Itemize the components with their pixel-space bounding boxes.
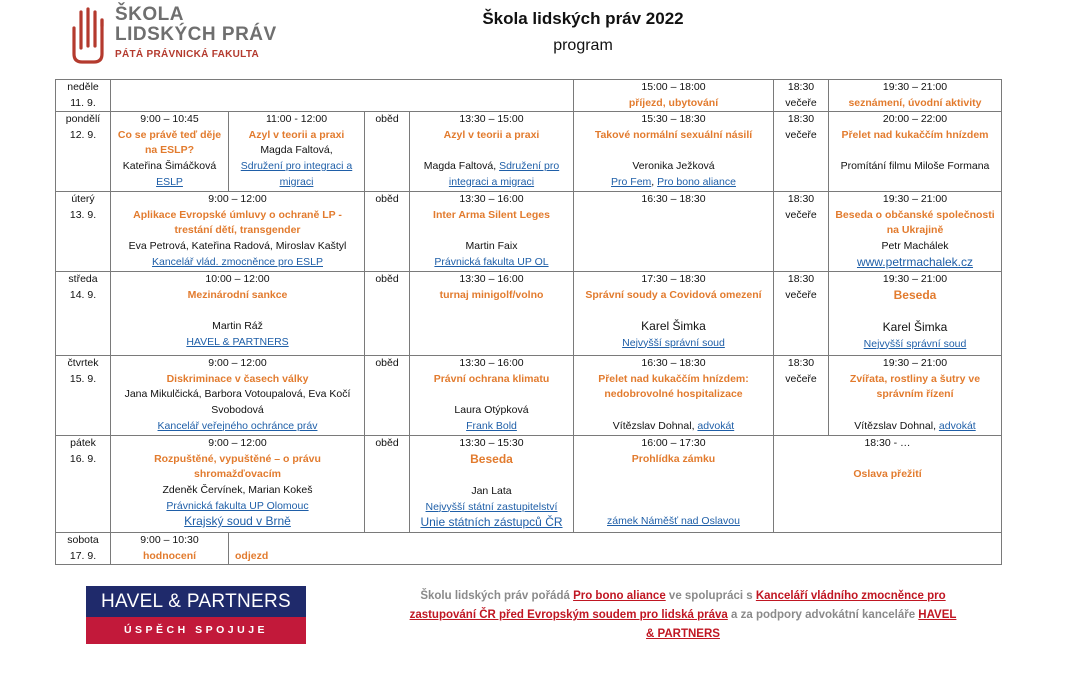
speaker: Jana Mikulčická, Barbora Votoupalová, Eva Kočí Svobodová xyxy=(124,388,351,416)
session-title: Prohlídka zámku xyxy=(631,452,716,465)
dinner-time: 18:30 xyxy=(787,193,815,206)
speaker: Veronika Ježková xyxy=(632,159,715,172)
session-time: 9:00 – 12:00 xyxy=(208,357,267,370)
session-title: Beseda xyxy=(893,287,937,302)
session-cell xyxy=(574,80,774,112)
session-time: 17:30 – 18:30 xyxy=(641,273,706,286)
session-cell xyxy=(410,436,574,533)
dinner-cell xyxy=(774,192,829,272)
lunch-label: oběd xyxy=(375,113,399,126)
day-date: 13. 9. xyxy=(69,208,97,221)
session-title: Přelet nad kukaččím hnízdem xyxy=(841,128,989,141)
website-link[interactable]: www.petrmachalek.cz xyxy=(856,254,974,269)
dinner-time: 18:30 xyxy=(787,81,815,93)
day-date: 11. 9. xyxy=(70,96,96,109)
footer-text: Školu lidských práv pořádá xyxy=(420,590,574,602)
session-cell xyxy=(410,112,574,192)
session-time: 15:00 – 18:00 xyxy=(641,81,706,93)
org-link[interactable]: Sdružení pro integraci a migraci xyxy=(240,159,353,188)
session-title: Mezinárodní sankce xyxy=(187,288,288,301)
dinner-time: 18:30 xyxy=(787,357,815,370)
day-date: 14. 9. xyxy=(69,288,97,301)
session-title: Právní ochrana klimatu xyxy=(433,372,550,385)
dinner-label: večeře xyxy=(785,288,817,301)
session-time: 9:00 – 12:00 xyxy=(208,437,267,450)
session-time: 15:30 – 18:30 xyxy=(641,113,706,126)
session-cell xyxy=(111,533,229,565)
day-date: 17. 9. xyxy=(69,549,97,562)
dinner-cell xyxy=(774,112,829,192)
day-name: neděle xyxy=(67,81,99,93)
session-cell xyxy=(229,112,365,192)
day-name: pátek xyxy=(70,437,96,450)
lunch-label: oběd xyxy=(375,273,399,286)
org-link[interactable]: Nejvyšší správní soud xyxy=(622,336,725,349)
session-time: 19:30 – 21:00 xyxy=(882,81,948,93)
session-title: turnaj minigolf/volno xyxy=(439,288,544,301)
session-time: 13:30 – 15:30 xyxy=(459,437,524,450)
day-cell xyxy=(56,192,111,272)
org-link[interactable]: advokát xyxy=(697,419,735,432)
org-link[interactable]: Kancelář vlád. zmocněnce pro ESLP xyxy=(151,255,323,268)
day-cell xyxy=(56,80,111,112)
page-title: Škola lidských práv 2022 xyxy=(482,9,684,28)
dinner-cell xyxy=(774,272,829,356)
session-cell xyxy=(111,192,365,272)
dinner-label: večeře xyxy=(785,372,817,385)
session-time: 9:00 – 12:00 xyxy=(208,193,267,206)
row-friday xyxy=(56,436,1002,533)
row-sunday xyxy=(56,80,1002,112)
org-link[interactable]: Sdružení pro integraci a migraci xyxy=(448,159,560,188)
speaker: Zdeněk Červínek, Marian Kokeš xyxy=(162,483,313,496)
speaker: Eva Petrová, Kateřina Radová, Miroslav Kaštyl xyxy=(128,239,347,252)
session-cell xyxy=(829,112,1002,192)
session-cell xyxy=(574,272,774,356)
sponsor-tagline: ÚSPĚCH SPOJUJE xyxy=(86,617,306,644)
dinner-time: 18:30 xyxy=(787,113,815,126)
org-link[interactable]: zámek Náměšť nad Oslavou xyxy=(607,515,740,528)
day-name: pondělí xyxy=(65,113,101,126)
lunch-cell xyxy=(365,436,410,533)
session-time: 9:00 – 10:30 xyxy=(140,534,199,547)
empty-cell xyxy=(111,80,574,112)
row-wednesday xyxy=(56,272,1002,356)
lunch-cell xyxy=(365,192,410,272)
speaker: Petr Machálek xyxy=(881,239,949,252)
org-link[interactable]: Frank Bold xyxy=(466,419,517,432)
logo-line-3: PÁTÁ PRÁVNICKÁ FAKULTA xyxy=(115,49,260,60)
footer-link[interactable]: Pro bono aliance xyxy=(573,590,666,602)
session-cell xyxy=(829,80,1002,112)
session-cell xyxy=(111,356,365,436)
session-title: Takové normální sexuální násilí xyxy=(594,128,753,141)
session-time: 19:30 – 21:00 xyxy=(882,273,948,286)
org-link[interactable]: HAVEL & PARTNERS xyxy=(186,335,289,348)
day-date: 15. 9. xyxy=(69,372,97,385)
session-title: hodnocení xyxy=(142,549,197,562)
session-time: 10:00 – 12:00 xyxy=(205,273,270,286)
session-title: Diskriminace v časech války xyxy=(166,372,309,385)
org-link[interactable]: Nejvyšší státní zastupitelství xyxy=(425,500,558,513)
session-cell xyxy=(574,436,774,533)
footer-text: a za podpory advokátní kanceláře xyxy=(727,609,919,621)
row-tuesday xyxy=(56,192,1002,272)
org-link[interactable]: Právnická fakulta UP Olomouc xyxy=(166,499,309,512)
session-cell xyxy=(574,112,774,192)
dinner-time: 18:30 xyxy=(787,273,815,286)
lunch-cell xyxy=(365,272,410,356)
lunch-label: oběd xyxy=(375,357,399,370)
org-link[interactable]: Právnická fakulta UP OL xyxy=(434,255,549,268)
day-name: úterý xyxy=(71,193,95,206)
speaker: Martin Ráž xyxy=(212,319,263,332)
dinner-cell xyxy=(774,356,829,436)
org-link[interactable]: Unie státních zástupců ČR xyxy=(420,515,563,530)
session-title: Správní soudy a Covidová omezení xyxy=(585,288,762,301)
session-cell xyxy=(829,356,1002,436)
org-link[interactable]: Pro bono aliance xyxy=(657,175,736,188)
session-cell xyxy=(111,436,365,533)
org-link[interactable]: advokát xyxy=(938,419,976,432)
day-cell xyxy=(56,533,111,565)
session-title: Beseda xyxy=(470,451,513,466)
org-link[interactable]: Kancelář veřejného ochránce práv xyxy=(157,419,318,432)
day-name: sobota xyxy=(67,534,99,547)
org-link[interactable]: ESLP xyxy=(156,175,183,188)
session-title: Aplikace Evropské úmluvy o ochraně LP - trestání dětí, transgender xyxy=(133,208,342,237)
session-time: 13:30 – 15:00 xyxy=(459,113,524,126)
session-cell xyxy=(111,112,229,192)
session-title: Inter Arma Silent Leges xyxy=(433,208,550,221)
speaker: Vítězslav Dohnal, xyxy=(854,419,936,432)
speaker: Jan Lata xyxy=(471,484,512,497)
session-time: 13:30 – 16:00 xyxy=(459,273,524,286)
session-time: 11:00 - 12:00 xyxy=(265,113,328,126)
day-cell xyxy=(56,356,111,436)
org-link[interactable]: Nejvyšší správní soud xyxy=(863,337,967,350)
session-cell xyxy=(410,356,574,436)
session-title: příjezd, ubytování xyxy=(628,96,719,109)
separator: , xyxy=(651,175,655,188)
lunch-cell xyxy=(365,356,410,436)
org-link[interactable]: Krajský soud v Brně xyxy=(184,514,291,529)
speaker: Laura Otýpková xyxy=(454,403,529,416)
session-cell xyxy=(111,272,365,356)
session-time: 16:30 – 18:30 xyxy=(641,193,706,206)
session-time: 19:30 – 21:00 xyxy=(882,357,948,370)
speaker: Karel Šimka xyxy=(882,319,948,334)
session-time: 18:30 - … xyxy=(864,437,911,450)
speaker: Magda Faltová, xyxy=(423,159,497,172)
day-cell xyxy=(56,272,111,356)
session-time: 19:30 – 21:00 xyxy=(882,193,948,206)
session-title: Azyl v teorii a praxi xyxy=(443,128,540,141)
org-link[interactable]: Pro Fem xyxy=(611,175,652,188)
speaker: Martin Faix xyxy=(465,239,518,252)
speaker: Karel Šimka xyxy=(641,318,706,333)
session-cell xyxy=(410,192,574,272)
sponsor-name: HAVEL & PARTNERS xyxy=(86,586,306,617)
day-name: čtvrtek xyxy=(67,357,99,370)
speaker: Kateřina Šimáčková xyxy=(122,159,217,172)
speaker: Promítání filmu Miloše Formana xyxy=(840,159,990,172)
session-cell xyxy=(410,272,574,356)
footer-link[interactable]: HAVEL & PARTNERS xyxy=(646,609,957,640)
day-cell xyxy=(56,112,111,192)
dinner-label: večeře xyxy=(785,208,817,221)
session-time: 9:00 – 10:45 xyxy=(140,113,199,126)
footer-text: ve spolupráci s xyxy=(665,590,756,602)
row-monday xyxy=(56,112,1002,192)
session-cell xyxy=(829,272,1002,356)
session-title: seznámení, úvodní aktivity xyxy=(848,96,982,109)
day-date: 12. 9. xyxy=(69,128,97,141)
speaker: Magda Faltová, xyxy=(260,144,333,157)
session-cell xyxy=(574,356,774,436)
page-subtitle: program xyxy=(553,37,613,54)
session-time: 13:30 – 16:00 xyxy=(459,193,524,206)
schedule-table xyxy=(55,79,1002,565)
session-cell xyxy=(774,436,1002,533)
logo-line-2: LIDSKÝCH PRÁV xyxy=(115,24,277,45)
row-saturday xyxy=(56,533,1002,565)
session-title: Beseda o občanské společnosti na Ukrajině xyxy=(835,208,995,237)
session-time: 16:30 – 18:30 xyxy=(641,357,706,370)
dinner-cell xyxy=(774,80,829,112)
row-thursday xyxy=(56,356,1002,436)
session-title: Co se právě teď děje na ESLP? xyxy=(117,128,222,157)
day-cell xyxy=(56,436,111,533)
session-time: 16:00 – 17:30 xyxy=(641,437,706,450)
session-title: Zvířata, rostliny a šutry ve správním řízení xyxy=(849,372,981,401)
speaker: Vítězslav Dohnal, xyxy=(612,419,695,432)
session-title: Rozpuštěné, vypuštěné – o právu shromažďovacím xyxy=(154,452,321,481)
session-cell xyxy=(829,192,1002,272)
footer-link[interactable]: Kanceláří vládního zmocněnce pro zastupování ČR před Evropským soudem pro lidská práva xyxy=(409,590,946,621)
footer-note xyxy=(408,587,958,644)
dinner-label: večeře xyxy=(785,96,817,109)
lunch-label: oběd xyxy=(375,437,399,450)
day-date: 16. 9. xyxy=(69,452,97,465)
session-cell xyxy=(574,192,774,272)
session-cell xyxy=(229,533,1002,565)
session-title: Přelet nad kukaččím hnízdem: nedobrovolné hospitalizace xyxy=(598,372,749,401)
session-title: Azyl v teorii a praxi xyxy=(248,128,345,141)
session-time: 13:30 – 16:00 xyxy=(459,357,524,370)
logo-line-1: ŠKOLA xyxy=(115,4,184,25)
sponsor-logo xyxy=(86,586,306,644)
dinner-label: večeře xyxy=(785,128,817,141)
day-name: středa xyxy=(68,273,98,286)
session-time: 20:00 – 22:00 xyxy=(882,113,948,126)
lunch-cell xyxy=(365,112,410,192)
session-title: odjezd xyxy=(235,549,269,562)
session-title: Oslava přežití xyxy=(853,468,922,481)
lunch-label: oběd xyxy=(375,193,399,206)
